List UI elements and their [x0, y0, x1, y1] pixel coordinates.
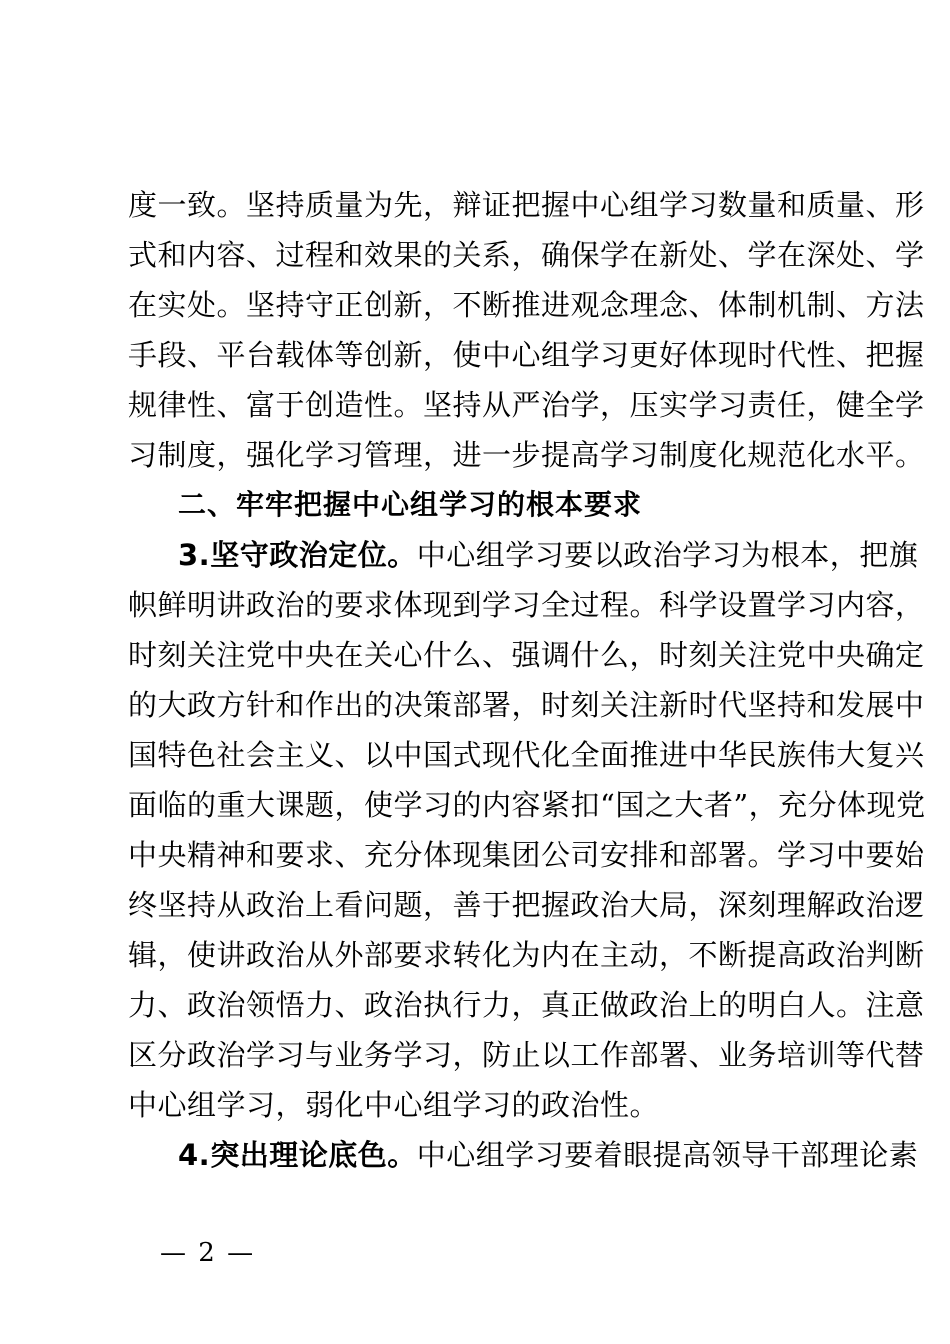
paragraph-first-line [178, 1135, 919, 1175]
item-title: 4.突出理论底色。 [178, 1138, 417, 1172]
paragraph-line: 终坚持从政治上看问题，善于把握政治大局，深刻理解政治逻 [128, 888, 925, 922]
paragraph-line: 辑，使讲政治从外部要求转化为内在主动，不断提高政治判断 [128, 938, 925, 972]
paragraph-first-line [178, 535, 919, 575]
paragraph-line: 帜鲜明讲政治的要求体现到学习全过程。科学设置学习内容， [128, 588, 925, 622]
paragraph-line: 国特色社会主义、以中国式现代化全面推进中华民族伟大复兴 [128, 738, 925, 772]
paragraph-line: 中央精神和要求、充分体现集团公司安排和部署。学习中要始 [128, 838, 925, 872]
section-heading: 二、牢牢把握中心组学习的根本要求 [178, 488, 643, 521]
paragraph-line: 式和内容、过程和效果的关系，确保学在新处、学在深处、学 [128, 238, 925, 272]
paragraph-line: 区分政治学习与业务学习，防止以工作部署、业务培训等代替 [128, 1038, 925, 1072]
page-number: — 2 — [160, 1238, 256, 1268]
paragraph-line: 中心组学习，弱化中心组学习的政治性。 [128, 1088, 660, 1122]
item-text: 中心组学习要以政治学习为根本，把旗 [416, 538, 919, 572]
item-text: 中心组学习要着眼提高领导干部理论素 [416, 1138, 919, 1172]
paragraph-line: 力、政治领悟力、政治执行力，真正做政治上的明白人。注意 [128, 988, 925, 1022]
paragraph-line: 面临的重大课题，使学习的内容紧扣“国之大者”，充分体现党 [128, 788, 926, 822]
paragraph-line: 手段、平台载体等创新，使中心组学习更好体现时代性、把握 [128, 338, 925, 372]
paragraph-line: 规律性、富于创造性。坚持从严治学，压实学习责任，健全学 [128, 388, 925, 422]
paragraph-line: 在实处。坚持守正创新，不断推进观念理念、体制机制、方法 [128, 288, 925, 322]
item-title: 3.坚守政治定位。 [178, 538, 417, 572]
paragraph-line: 习制度，强化学习管理，进一步提高学习制度化规范化水平。 [128, 438, 925, 472]
paragraph-line: 时刻关注党中央在关心什么、强调什么，时刻关注党中央确定 [128, 638, 925, 672]
paragraph-line: 度一致。坚持质量为先，辩证把握中心组学习数量和质量、形 [128, 188, 925, 222]
paragraph-line: 的大政方针和作出的决策部署，时刻关注新时代坚持和发展中 [128, 688, 925, 722]
